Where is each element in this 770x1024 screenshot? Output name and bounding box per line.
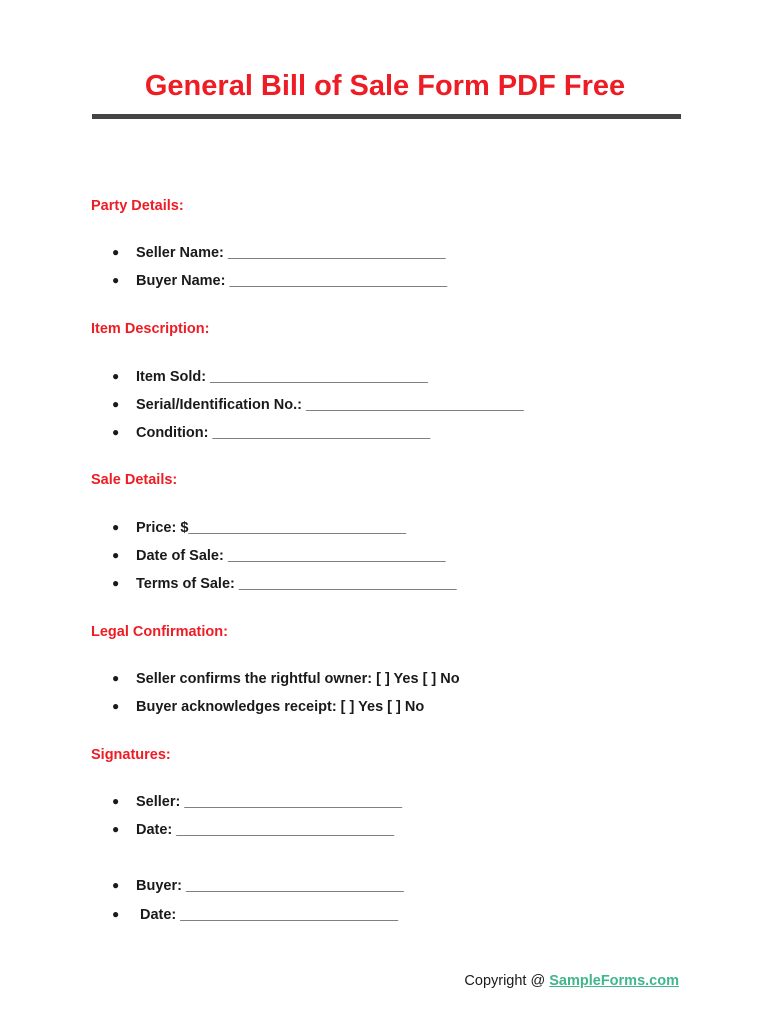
- copyright-footer: [464, 973, 679, 989]
- list-item-terms-of-sale: [112, 576, 457, 592]
- list-item-seller-confirms: [112, 671, 460, 687]
- list-item-text: Terms of Sale: ___________________________: [136, 576, 457, 592]
- bullet-icon: ●: [112, 907, 120, 921]
- list-item-date-of-sale: [112, 548, 446, 564]
- list-item-buyer-acknowledges: [112, 699, 424, 715]
- bullet-icon: ●: [112, 822, 120, 836]
- bullet-icon: ●: [112, 576, 120, 590]
- list-item-buyer-name: [112, 273, 447, 289]
- list-item-seller-date: [112, 822, 394, 838]
- list-item-text: Buyer: ___________________________: [136, 878, 404, 894]
- brand-link[interactable]: SampleForms.com: [549, 973, 679, 989]
- document-title: General Bill of Sale Form PDF Free: [144, 70, 626, 102]
- bullet-icon: ●: [112, 878, 120, 892]
- list-item-seller-signature: [112, 794, 402, 810]
- list-item-text: Price: $___________________________: [136, 520, 407, 536]
- section-heading-legal-confirmation: Legal Confirmation:: [91, 624, 228, 640]
- section-heading-party-details: Party Details:: [91, 198, 184, 214]
- section-heading-signatures: Signatures:: [91, 747, 171, 763]
- list-item-text: Seller confirms the rightful owner: [ ] Yes [ ] No: [136, 671, 460, 687]
- title-underline: [92, 114, 681, 119]
- list-item-condition: [112, 425, 430, 441]
- list-item-text: Date: ___________________________: [136, 822, 395, 838]
- list-item-buyer-date: [112, 907, 398, 923]
- list-item-text: Serial/Identification No.: ___________________________: [136, 397, 524, 413]
- list-item-text: Seller: ___________________________: [136, 794, 403, 810]
- section-heading-sale-details: Sale Details:: [91, 472, 178, 488]
- list-item-text: Item Sold: ___________________________: [136, 369, 428, 385]
- list-item-text: Date of Sale: ___________________________: [136, 548, 446, 564]
- list-item-text: Seller Name: ___________________________: [136, 245, 446, 261]
- list-item-seller-name: [112, 245, 446, 261]
- bullet-icon: ●: [112, 671, 120, 685]
- list-item-text: Condition: ___________________________: [136, 425, 431, 441]
- list-item-price: [112, 520, 406, 536]
- copyright-text: Copyright @: [464, 973, 550, 989]
- list-item-serial-number: [112, 397, 524, 413]
- list-item-text: Buyer acknowledges receipt: [ ] Yes [ ] No: [136, 699, 425, 715]
- section-heading-item-description: Item Description:: [91, 321, 210, 337]
- list-item-text: Buyer Name: ___________________________: [136, 273, 448, 289]
- bullet-icon: ●: [112, 245, 120, 259]
- bullet-icon: ●: [112, 548, 120, 562]
- bullet-icon: ●: [112, 794, 120, 808]
- list-item-text: Date: ___________________________: [140, 907, 399, 923]
- list-item-item-sold: [112, 369, 428, 385]
- bullet-icon: ●: [112, 273, 120, 287]
- bullet-icon: ●: [112, 369, 120, 383]
- bullet-icon: ●: [112, 425, 120, 439]
- bullet-icon: ●: [112, 397, 120, 411]
- list-item-buyer-signature: [112, 878, 404, 894]
- bullet-icon: ●: [112, 520, 120, 534]
- bullet-icon: ●: [112, 699, 120, 713]
